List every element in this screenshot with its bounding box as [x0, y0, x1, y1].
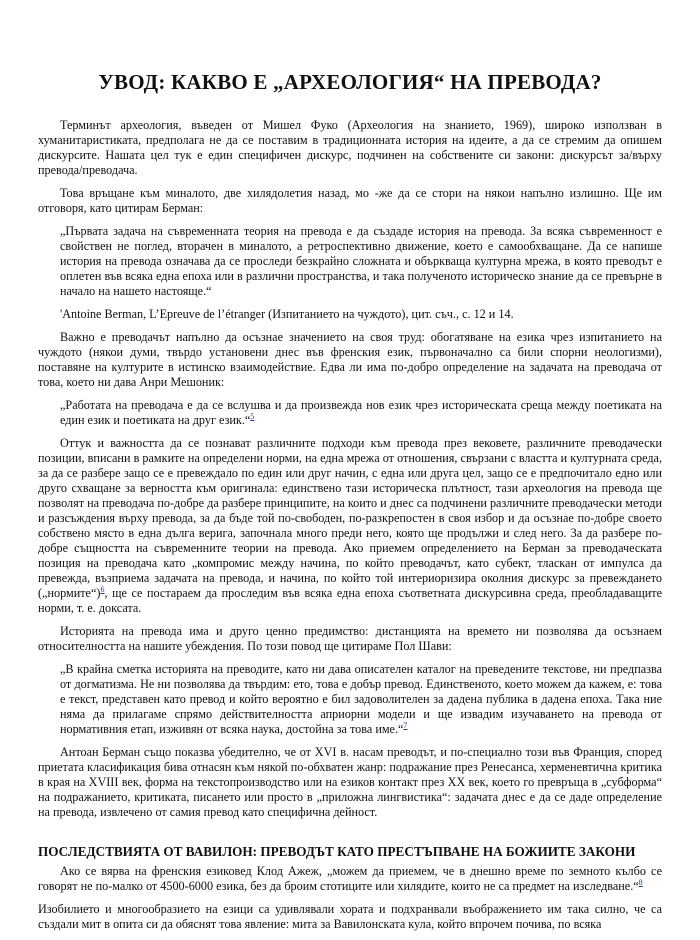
paragraph: Това връщане към миналото, две хилядолетия назад, мо -же да се стори на някои напълно излишно. Ще им отговоря, като цитирам Берман: — [38, 186, 662, 215]
paragraph-text: Оттук и важността да се познават различните подходи към превода през вековете, различните преводачески позиции, вписани в рамките на определени норми, на една мрежа от отношения, свързани с властта и културната среда, за да се разбере защо се е превеждало по един или друг начин, с една или друга цел, защо се е предпочитало едно или друго схващане за верността към оригинала: единствено тази историческа плътност, тази археология на превода ще позволят на преводача по-добре да разбере принципите, на които и днес са подчинени различните преводачески методи и разсъждения върху превода, за да бъде той по-свободен, по-разкрепостен в своя избор и да осъзнае по-добре своето собствено място в една дълга верига, започнала много преди него, която ще продължи и след него. За да разбере по-добре същността на съвременните теории на превода. Ако приемем определението на Берман за преводаческата позиция на преводача като „компромис между начина, по който преводачът, като субект, тласкан от импулса да превежда, възприема задачата на превода, и начина, по който той интериоризира околния дискурс за превеждането („нормите“) — [38, 436, 662, 600]
footnote-link[interactable]: 8 — [638, 877, 643, 887]
paragraph: Изобилието и многообразието на езици са удивлявали хората и подхранвали въображението им така силно, че са създали мит в опита си да обяснят това явление: мита за Вавилонската кула, който впрочем почива, по всяка — [38, 902, 662, 931]
footnote-reference: 'Antoine Berman, L’Epreuve de l’étranger (Изпитанието на чуждото), цит. съч., с. 12 и 14. — [60, 307, 514, 321]
paragraph: Важно е преводачът напълно да осъзнае значението на своя труд: обогатяване на езика чрез изпитанието на чуждото (някои думи, твърдо установени днес във френския език, първоначално са били спорни неологизми), поставяне на културите в истинско взаимодействие. Едва ли има по-добро определение на задачата на преводача от това, което ни дава Анри Мешоник: — [38, 330, 662, 389]
paragraph: Историята на превода има и друго ценно предимство: дистанцията на времето ни позволява да осъзнаем относителността на нашите убеждения. По този повод ще цитираме Пол Шави: — [38, 624, 662, 653]
paragraph — [38, 436, 662, 616]
block-quote — [38, 398, 662, 428]
paragraph — [38, 864, 662, 894]
quote-text: „Работата на преводача е да се вслушва и да произвежда нов език чрез историческата среща между поетиката на един език и поетиката на друг език.“ — [60, 398, 662, 427]
document-body — [38, 118, 662, 940]
paragraph-text: , ще се постараем да проследим във всяка една епоха съответната дискурсивна среда, преобладаващите норми, т. е. доксата. — [38, 586, 662, 615]
block-quote: „Първата задача на съвременната теория на превода е да създаде история на превода. За всяка съвременност е свойствен не поглед, вторачен в миналото, а ретроспективно движение, което е самообхващане. Да се напише история на превода означава да се проследи безкрайно сложната и объркваща културна мрежа, в която преводът е оплетен във всяка една епоха или в различни пространства, и така полученото историческо знание да се превърне в начало на нашето настояще.“ — [60, 224, 662, 298]
block-quote — [38, 662, 662, 737]
paragraph: Терминът археология, въведен от Мишел Фуко (Археология на знанието, 1969), широко използван в хуманитаристиката, предполага не да се поставим в традиционната история на идеите, а да се стремим да опишем дискурсите. Нашата цел тук е един специфичен дискурс, подчинен на собствените си закони: дискурсът за/върху превода/преводача. — [38, 118, 662, 177]
page-title: УВОД: КАКВО Е „АРХЕОЛОГИЯ“ НА ПРЕВОДА? — [98, 70, 602, 94]
paragraph-text: Ако се вярва на френския езиковед Клод Ажеж, „можем да приемем, че в днешно време по земното кълбо се говорят не по-малко от 4500-6000 езика, без да броим стотиците или хилядите, които не са предмет на изследване.“ — [38, 864, 662, 893]
footnote-link[interactable]: 7 — [403, 720, 408, 730]
footnote-link[interactable]: 5 — [250, 411, 255, 421]
quote-text: „В крайна сметка историята на преводите, като ни дава описателен каталог на преведените текстове, ни предпазва от догматизма. Не ни позволява да твърдим: ето, това е добър превод. Единственото, което можем да кажем, е: това е текст, представен като превод и който вероятно е бил задоволителен за дадена публика в дадена епоха. Така ние няма да прилагаме спрямо действителността априорни модели и ще извадим изучаването на превода от нормативния етап, изживян от всяка наука, достойна за това име.“ — [60, 662, 662, 736]
paragraph: Антоан Берман също показва убедително, че от XVI в. насам преводът, и по-специално този във Франция, според приетата класификация бива отнасян към някой по-обхватен жанр: подражание през Ренесанса, херменевтична критика в края на XVIII век, форма на текстопроизводство или на езиков контакт през XX век, което го превръща в „субформа“ на подражанието, критиката, писането или просто в „приложна лингвистика“: задачата днес е да се даде определение на превода, извлечено от самия превод като специфична дейност. — [38, 745, 662, 819]
section-heading: ПОСЛЕДСТВИЯТА ОТ ВАВИЛОН: ПРЕВОДЪТ КАТО ПРЕСТЪПВАНЕ НА БОЖИИТЕ ЗАКОНИ — [38, 844, 636, 859]
footnote-link[interactable]: 6 — [100, 584, 105, 594]
